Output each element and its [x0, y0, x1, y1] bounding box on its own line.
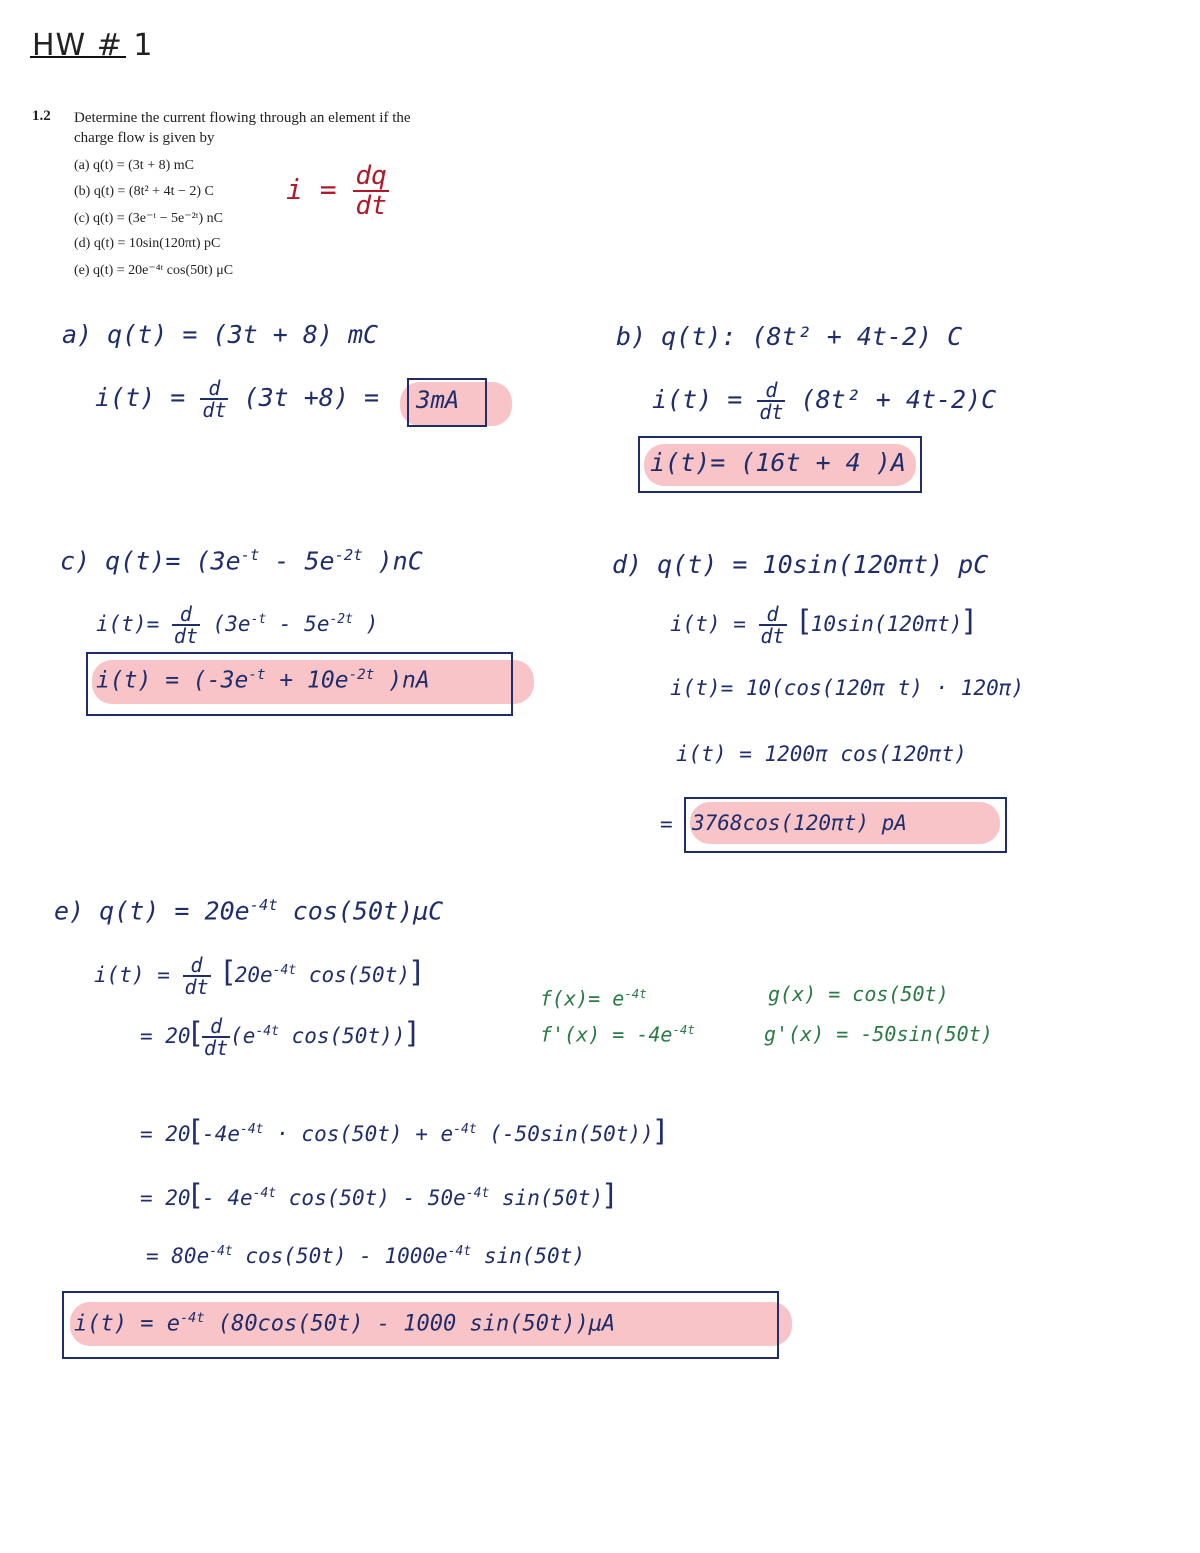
problem-text: Determine the current flowing through an element if the charge flow is given by: [74, 110, 411, 146]
side-note-f-prime: $f'(x) = -4e^{-4t}$: [540, 1022, 695, 1047]
part-a-derivative: [95, 378, 379, 420]
d-dt-fraction: $\frac{d}{dt}$: [202, 376, 227, 422]
part-e-distributed: = $80e^{-4t}$ $\cos(50t) - 1000e^{-4t}$ sin(50t): [146, 1244, 585, 1268]
part-d-chain-rule: i(t)= 10(cos(120π t) · 120π): [670, 676, 1025, 700]
problem-number: 1.2: [32, 108, 51, 124]
d-dt-fraction: $\frac{d}{dt}$: [204, 1014, 229, 1060]
d-dt-fraction: $\frac{d}{dt}$: [759, 378, 784, 424]
part-d-derivative: i(t) = $\frac{d}{dt}$ [10sin(120πt)]: [670, 602, 974, 648]
part-e-answer: $i(t) = e^{-4t}$ (80cos(50t) - 1000 sin(50t))μA: [74, 1310, 616, 1337]
formula-den: dt: [355, 191, 387, 221]
problem-part-a: (a) q(t) = (3t + 8) mC: [74, 158, 194, 173]
title-underline: [30, 56, 126, 58]
problem-part-e: (e) q(t) = 20e⁻⁴ᵗ cos(50t) μC: [74, 263, 234, 278]
part-d-equals: =: [660, 812, 673, 836]
side-note-f: $f(x)= e^{-4t}$: [540, 986, 647, 1011]
part-a-rhs: (3t +8) =: [243, 383, 379, 412]
d-dt-fraction: $\frac{d}{dt}$: [173, 602, 198, 648]
part-d-given: d) q(t) = 10sin(120πt) pC: [612, 550, 989, 579]
part-c-derivative: i(t)= $\frac{d}{dt}$ ($3e^{-t} - 5e^{-2t}$ ): [96, 602, 379, 648]
part-d-simplified: i(t) = 1200π cos(120πt): [676, 742, 967, 766]
part-a-given: a) q(t) = (3t + 8) mC: [62, 320, 379, 349]
current-formula: [286, 162, 389, 220]
part-b-given: b) q(t): (8t² + 4t-2) C: [616, 322, 963, 351]
part-e-expanded: = 20[- $4e^{-4t}$ $\cos(50t) - 50e^{-4t}$ sin(50t)]: [140, 1178, 615, 1212]
part-e-product-rule-setup: = 20[ $\frac{d}{dt}$ ($e^{-4t}$ cos(50t))]: [140, 1014, 417, 1060]
part-e-derivative: i(t) = $\frac{d}{dt}$ [$20e^{-4t}$ cos(50t)]: [94, 953, 422, 999]
part-b-lhs: i(t) =: [652, 385, 743, 414]
problem-part-d: (d) q(t) = 10sin(120πt) pC: [74, 236, 221, 251]
formula-lhs: i =: [286, 173, 337, 206]
part-b-rhs: (8t² + 4t-2)C: [800, 385, 997, 414]
part-e-given: e) $q(t) = 20e^{-4t}$ cos(50t)μC: [54, 896, 444, 926]
d-dt-fraction: $\frac{d}{dt}$: [760, 602, 785, 648]
page-title: HW # 1: [32, 28, 154, 63]
part-c-given: c) $q(t)= (3e^{-t} - 5e^{-2t}$ )nC: [60, 546, 423, 576]
side-note-g: g(x) = cos(50t): [768, 982, 949, 1006]
problem-part-c: (c) q(t) = (3e⁻ᵗ − 5e⁻²ᵗ) nC: [74, 211, 223, 226]
part-a-lhs: i(t) =: [95, 383, 186, 412]
side-note-g-prime: g'(x) = -50sin(50t): [764, 1022, 993, 1046]
part-a-answer: 3mA: [416, 386, 460, 414]
part-c-answer: $i(t) = (-3e^{-t} + 10e^{-2t}$ )nA: [96, 667, 430, 694]
part-b-derivative: [652, 380, 996, 422]
part-e-product-rule: = $20[-4e^{-4t} \cdot \cos(50t) + e^{-4t}$ (-50sin(50t))]: [140, 1114, 666, 1148]
problem-part-b: (b) q(t) = (8t² + 4t − 2) C: [74, 184, 214, 199]
formula-fraction: [353, 162, 388, 220]
d-dt-fraction: $\frac{d}{dt}$: [184, 953, 209, 999]
part-b-answer: i(t)= (16t + 4 )A: [650, 448, 906, 477]
part-d-answer: 3768cos(120πt) pA: [692, 811, 907, 835]
formula-num: dq: [355, 161, 387, 191]
